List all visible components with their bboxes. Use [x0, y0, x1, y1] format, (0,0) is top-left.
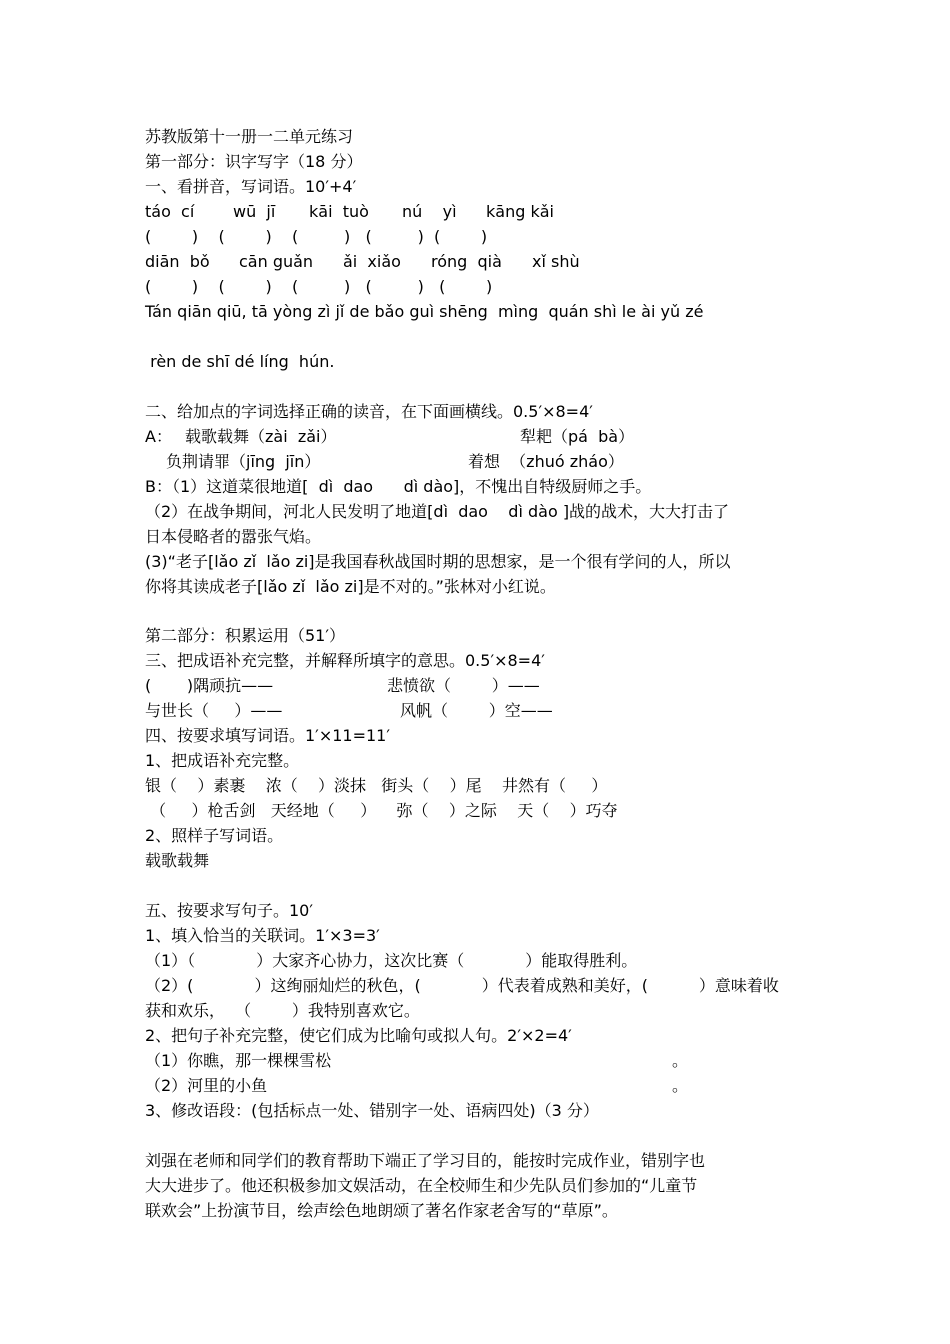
- q2-heading: 二、给加点的字词选择正确的读音，在下面画横线。0.5′×8=4′: [145, 402, 593, 421]
- pronunciation-sentence[interactable]: 你将其读成老子[lǎo zǐ lǎo zi]是不对的。”张林对小红说。: [145, 577, 556, 596]
- example-word: 载歌载舞: [145, 851, 210, 870]
- pronunciation-item[interactable]: 犁耙（pá bà）: [520, 427, 635, 446]
- conjunction-sentence[interactable]: （2）( ）这绚丽灿烂的秋色，( ）代表着成熟和美好，( ）意味着收: [145, 976, 779, 995]
- q4-heading: 四、按要求填写词语。1′×11=11′: [145, 726, 390, 745]
- conjunction-sentence[interactable]: （1）（ ）大家齐心协力，这次比赛（ ）能取得胜利。: [145, 951, 638, 970]
- pinyin-word: nú yì: [402, 202, 457, 221]
- part1-heading: 第一部分：识字写字（18 分）: [145, 152, 363, 171]
- pinyin-sentence: Tán qiān qiū, tā yòng zì jǐ de bǎo guì shēng mìng quán shì le ài yǔ zé: [145, 302, 704, 321]
- pronunciation-sentence[interactable]: （2）在战争期间，河北人民发明了地道[dì dao dì dào ]战的战术，大大打击了: [145, 502, 730, 521]
- q4-sub-heading: 1、把成语补充完整。: [145, 751, 300, 770]
- q5-sub-heading: 3、修改语段：(包括标点一处、错别字一处、语病四处)（3 分）: [145, 1101, 599, 1120]
- pronunciation-item[interactable]: 着想 （zhuó zháo）: [468, 452, 624, 471]
- answer-blanks[interactable]: ( ) ( ) ( ) ( ) ( ): [145, 277, 493, 296]
- option-label: A：: [145, 427, 172, 446]
- pronunciation-sentence[interactable]: (3)“老子[lǎo zǐ lǎo zi]是我国春秋战国时期的思想家，是一个很有学问的人，所以: [145, 552, 731, 571]
- complete-sentence[interactable]: （2）河里的小鱼: [145, 1076, 268, 1095]
- part2-heading: 第二部分：积累运用（51′）: [145, 626, 345, 645]
- document-title: 苏教版第十一册一二单元练习: [145, 127, 354, 146]
- paragraph-line: 大大进步了。他还积极参加文娱活动，在全校师生和少先队员们参加的“儿童节: [145, 1176, 698, 1195]
- pinyin-word: diān bǒ: [145, 252, 210, 271]
- conjunction-sentence[interactable]: 获和欢乐， （ ）我特别喜欢它。: [145, 1001, 420, 1020]
- q1-heading: 一、看拼音，写词语。10′+4′: [145, 177, 357, 196]
- pinyin-word: kāi tuò: [309, 202, 369, 221]
- pinyin-word: kāng kǎi: [486, 202, 554, 221]
- answer-blanks[interactable]: ( ) ( ) ( ) ( ) ( ): [145, 227, 488, 246]
- idiom-row[interactable]: （ ）枪舌剑 天经地（ ） 弥（ ）之际 天（ ）巧夺: [145, 801, 618, 820]
- pronunciation-sentence[interactable]: B：（1）这道菜很地道[ dì dao dì dào]，不愧出自特级厨师之手。: [145, 477, 652, 496]
- q4-sub-heading: 2、照样子写词语。: [145, 826, 284, 845]
- idiom-item[interactable]: 风帆（ ）空——: [400, 701, 553, 720]
- sentence-period: 。: [672, 1051, 689, 1070]
- pronunciation-item[interactable]: 负荆请罪（jīng jīn）: [166, 452, 321, 471]
- idiom-item[interactable]: 悲愤欲（ ）——: [387, 676, 540, 695]
- q5-heading: 五、按要求写句子。10′: [145, 901, 313, 920]
- pinyin-word: cān guǎn: [239, 252, 314, 271]
- q3-heading: 三、把成语补充完整，并解释所填字的意思。0.5′×8=4′: [145, 651, 545, 670]
- idiom-item[interactable]: ( )隅顽抗——: [145, 676, 274, 695]
- idiom-row[interactable]: 银（ ）素裹 浓（ ）淡抹 街头（ ）尾 井然有（ ）: [145, 776, 608, 795]
- pinyin-word: táo cí: [145, 202, 195, 221]
- pronunciation-item[interactable]: 载歌载舞（zài zǎi）: [185, 427, 337, 446]
- pinyin-sentence: rèn de shī dé líng hún.: [145, 352, 335, 371]
- q5-sub-heading: 1、填入恰当的关联词。1′×3=3′: [145, 926, 380, 945]
- pinyin-word: róng qià: [431, 252, 502, 271]
- pronunciation-sentence: 日本侵略者的嚣张气焰。: [145, 527, 322, 546]
- idiom-item[interactable]: 与世长（ ）——: [145, 701, 283, 720]
- pinyin-word: xǐ shù: [532, 252, 580, 271]
- paragraph-line: 刘强在老师和同学们的教育帮助下端正了学习目的，能按时完成作业，错别字也: [145, 1151, 706, 1170]
- q5-sub-heading: 2、把句子补充完整，使它们成为比喻句或拟人句。2′×2=4′: [145, 1026, 572, 1045]
- sentence-period: 。: [672, 1076, 689, 1095]
- pinyin-word: wū jī: [233, 202, 276, 221]
- complete-sentence[interactable]: （1）你瞧，那一棵棵雪松: [145, 1051, 332, 1070]
- pinyin-word: ǎi xiǎo: [343, 252, 401, 271]
- paragraph-line: 联欢会”上扮演节目，绘声绘色地朗颂了著名作家老舍写的“草原”。: [145, 1201, 618, 1220]
